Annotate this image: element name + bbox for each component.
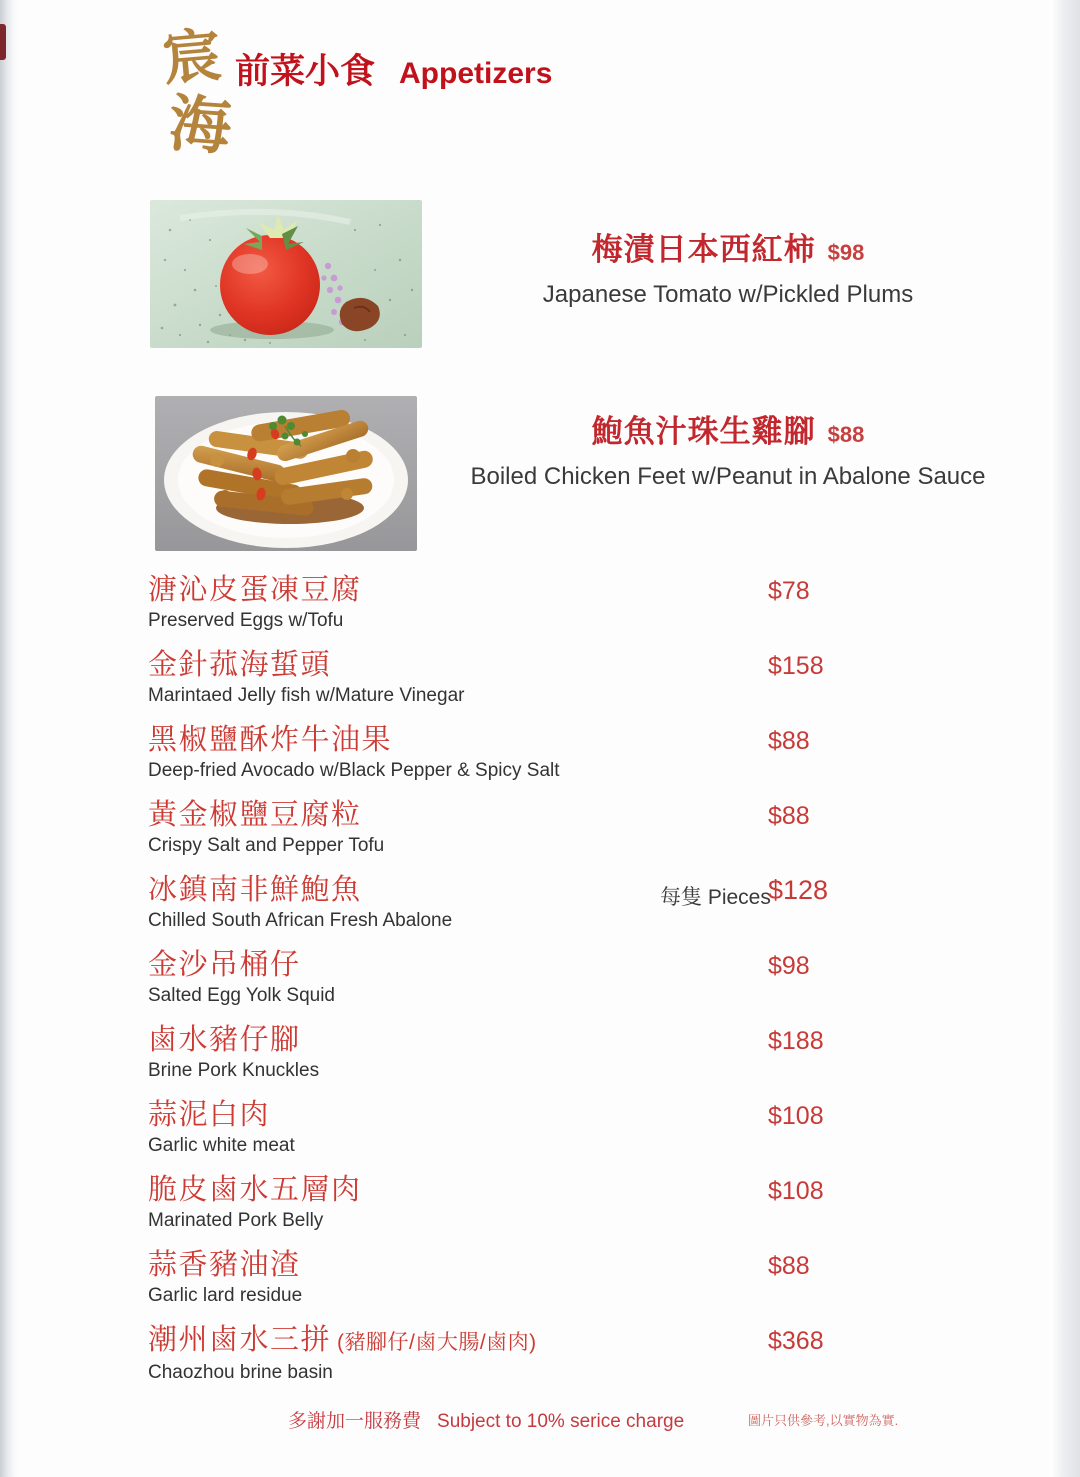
menu-item-row bbox=[148, 1174, 958, 1249]
featured-item-2-name-en: Boiled Chicken Feet w/Peanut in Abalone Sauce bbox=[470, 463, 986, 490]
menu-item-row bbox=[148, 949, 958, 1024]
item-price: $188 bbox=[768, 1027, 824, 1055]
menu-item-row bbox=[148, 799, 958, 874]
item-price: $98 bbox=[768, 952, 810, 980]
item-name-en: Crispy Salt and Pepper Tofu bbox=[148, 835, 385, 856]
page-edge-red-mark bbox=[0, 24, 6, 60]
featured-item-1-price: $98 bbox=[827, 240, 865, 265]
menu-item-row bbox=[148, 874, 958, 949]
item-name-zh: 金針菰海蜇頭 bbox=[148, 649, 332, 681]
logo-character-2: 海 bbox=[166, 86, 234, 164]
item-name-en: Garlic white meat bbox=[148, 1135, 295, 1156]
page-left-edge bbox=[0, 0, 20, 1477]
chicken-feet-dish-photo bbox=[155, 396, 417, 551]
item-name-en: Marinated Pork Belly bbox=[148, 1210, 324, 1231]
item-name-zh: 黃金椒鹽豆腐粒 bbox=[148, 799, 362, 831]
page-right-edge bbox=[1050, 0, 1080, 1477]
featured-item-1 bbox=[430, 224, 1026, 309]
section-title-en: Appetizers bbox=[399, 57, 553, 90]
item-unit-label: 每隻 Pieces bbox=[660, 886, 771, 909]
item-name-zh: 冰鎮南非鮮鮑魚 bbox=[148, 874, 362, 906]
item-name-en: Chilled South African Fresh Abalone bbox=[148, 910, 453, 931]
featured-item-2-name-zh: 鮑魚汁珠生雞腳 bbox=[591, 414, 816, 449]
service-charge-note-en: Subject to 10% serice charge bbox=[437, 1411, 685, 1432]
item-name-en: Brine Pork Knuckles bbox=[148, 1060, 320, 1081]
featured-item-1-title bbox=[430, 224, 1026, 269]
section-title-zh: 前菜小食 bbox=[235, 52, 376, 91]
menu-item-row bbox=[148, 1024, 958, 1099]
featured-item-1-name-zh: 梅漬日本西紅柿 bbox=[591, 232, 816, 267]
chicken-feet-illustration bbox=[155, 396, 417, 551]
item-name-zh: 脆皮鹵水五層肉 bbox=[148, 1174, 362, 1206]
item-price: $128 bbox=[768, 875, 829, 905]
section-title bbox=[235, 44, 552, 94]
featured-item-2 bbox=[430, 406, 1026, 491]
tomato-dish-photo bbox=[150, 200, 422, 348]
menu-item-row bbox=[148, 1099, 958, 1174]
item-name-en: Deep-fried Avocado w/Black Pepper & Spicy Salt bbox=[148, 760, 560, 781]
item-name-zh: 黑椒鹽酥炸牛油果 bbox=[148, 724, 393, 756]
item-name-zh: 蒜香豬油渣 bbox=[148, 1249, 301, 1281]
menu-item-row bbox=[148, 724, 958, 799]
item-name-en: Preserved Eggs w/Tofu bbox=[148, 610, 344, 631]
featured-item-2-title bbox=[430, 406, 1026, 451]
item-price: $368 bbox=[768, 1327, 824, 1355]
item-name-zh: 金沙吊桶仔 bbox=[148, 949, 301, 981]
item-price: $78 bbox=[768, 577, 810, 605]
menu-item-row bbox=[148, 574, 958, 649]
tomato-dish-illustration bbox=[150, 200, 422, 348]
item-price: $88 bbox=[768, 1252, 810, 1280]
logo-character-1: 宸 bbox=[160, 20, 224, 94]
photo-disclaimer-note: 圖片只供參考,以實物為實. bbox=[748, 1413, 899, 1428]
featured-item-2-price: $88 bbox=[827, 422, 865, 447]
service-charge-note bbox=[288, 1406, 684, 1433]
item-price: $158 bbox=[768, 652, 824, 680]
item-name-en: Salted Egg Yolk Squid bbox=[148, 985, 335, 1006]
item-price: $108 bbox=[768, 1102, 824, 1130]
menu-item-row bbox=[148, 649, 958, 724]
item-price: $108 bbox=[768, 1177, 824, 1205]
item-price: $88 bbox=[768, 727, 810, 755]
item-name-en: Marintaed Jelly fish w/Mature Vinegar bbox=[148, 685, 465, 706]
menu-item-row bbox=[148, 1324, 958, 1399]
item-name-zh: 潮州鹵水三拼 (豬腳仔/鹵大腸/鹵肉) bbox=[148, 1324, 537, 1356]
item-name-en: Chaozhou brine basin bbox=[148, 1362, 333, 1383]
service-charge-note-zh: 多謝加一服務費 bbox=[288, 1411, 422, 1432]
menu-item-row bbox=[148, 1249, 958, 1324]
menu-item-list bbox=[148, 574, 958, 1399]
item-name-zh: 鹵水豬仔腳 bbox=[148, 1024, 301, 1056]
item-name-zh: 溏沁皮蛋凍豆腐 bbox=[148, 574, 362, 606]
item-name-note: (豬腳仔/鹵大腸/鹵肉) bbox=[337, 1331, 537, 1354]
item-price: $88 bbox=[768, 802, 810, 830]
restaurant-logo bbox=[146, 20, 238, 164]
item-name-en: Garlic lard residue bbox=[148, 1285, 303, 1306]
item-name-zh: 蒜泥白肉 bbox=[148, 1099, 271, 1131]
featured-item-1-name-en: Japanese Tomato w/Pickled Plums bbox=[542, 281, 914, 308]
